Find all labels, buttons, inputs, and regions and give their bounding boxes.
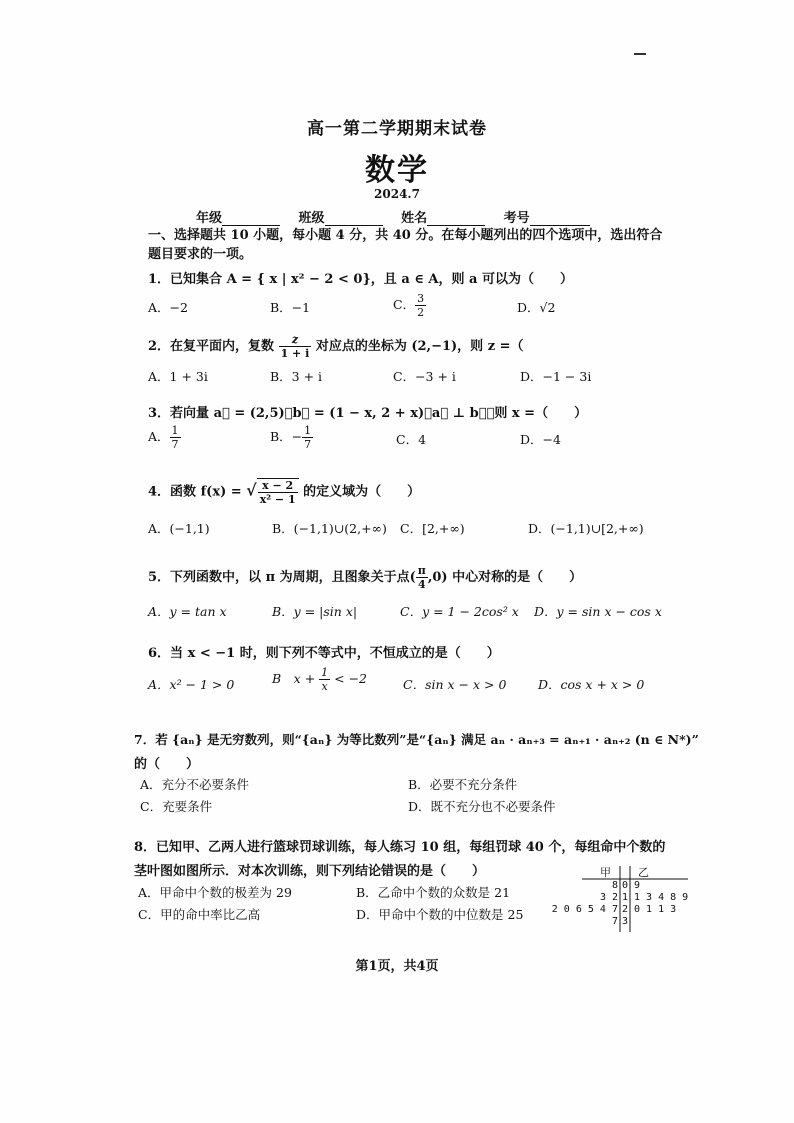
q3-option-a[interactable]: A． $\frac{1}{7}$ [148, 424, 179, 451]
q4-option-c[interactable]: C．[2,+∞) [400, 521, 465, 536]
exam-date: 2024.7 [374, 187, 420, 201]
stemleaf-left-leaves: 8 [611, 880, 618, 891]
q2-option-d[interactable]: D．−1 − 3i [520, 369, 592, 384]
stemleaf-header-left: 甲 [600, 866, 611, 879]
fraction: $\frac{3}{2}$ [417, 292, 425, 319]
blank-line [222, 213, 280, 226]
question-3-stem: 3．若向量 a⃗ = (2,5)，b⃗ = (1 − x, 2 + x)，a⃗ ⊥ b⃗，则 x =（ ） [148, 406, 588, 421]
stemleaf-header-right: 乙 [638, 866, 649, 879]
q6-option-b[interactable]: B x + $\frac{1}{x}$ < −2 [272, 666, 368, 693]
q8-option-c[interactable]: C．甲的命中率比乙高 [138, 907, 261, 922]
q7-option-d[interactable]: D．既不充分也不必要条件 [408, 799, 556, 814]
blank-line [427, 213, 485, 226]
grade-field[interactable]: 年级 [196, 207, 280, 226]
q7-option-b[interactable]: B．必要不充分条件 [408, 777, 518, 792]
stemleaf-right-leaves: 0 1 1 3 [634, 904, 677, 915]
section-instructions: 一、选择题共 10 小题，每小题 4 分，共 40 分。在每小题列出的四个选项中，选出符合题目要求的一项。 [148, 228, 663, 262]
student-info-row [196, 207, 604, 226]
stemleaf-left-leaves: 3 2 [599, 892, 618, 903]
question-5-stem: 5．下列函数中，以 π 为周期，且图象关于点( $\frac{\pi}{4}$ ,0) 中心对称的是（ ） [148, 564, 583, 591]
stemleaf-right-leaves: 9 [634, 880, 641, 891]
exam-title: 高一第二学期期末试卷 [307, 119, 487, 139]
class-field[interactable]: 班级 [299, 207, 383, 226]
fraction: $\frac{1}{7}$ [304, 424, 312, 451]
fraction: $\frac{z}{1 + i}$ [280, 333, 310, 360]
q5-option-a[interactable]: A．y = tan x [148, 604, 227, 619]
name-field[interactable]: 姓名 [401, 207, 485, 226]
q1-option-a[interactable]: A．−2 [148, 300, 188, 315]
stemleaf-stem: 1 [622, 892, 629, 903]
q8-option-d[interactable]: D．甲命中个数的中位数是 25 [356, 907, 524, 922]
q5-option-d[interactable]: D．y = sin x − cos x [534, 604, 662, 619]
q7-option-a[interactable]: A．充分不必要条件 [140, 777, 250, 792]
question-6-stem: 6．当 x < −1 时，则下列不等式中，不恒成立的是（ ） [148, 646, 500, 661]
question-8-stem-cont: 茎叶图如图所示．对本次训练，则下列结论错误的是（ ） [134, 864, 486, 879]
q2-option-c[interactable]: C．−3 + i [393, 369, 456, 384]
q5-option-c[interactable]: C．y = 1 − 2cos² x [400, 604, 519, 619]
fraction: $\frac{1}{7}$ [171, 424, 179, 451]
subject-title: 数学 [365, 153, 429, 188]
q2-option-b[interactable]: B．3 + i [270, 369, 323, 384]
q6-option-a[interactable]: A．x² − 1 > 0 [148, 677, 235, 692]
scan-mark [634, 53, 646, 55]
question-8-stem: 8．已知甲、乙两人进行篮球罚球训练，每人练习 10 组，每组罚球 40 个，每组命中个数的 [134, 840, 666, 855]
question-2-stem: 2．在复平面内，复数 $\frac{z}{1 + i}$ 对应点的坐标为 (2,−1)，则 z =（ [148, 333, 524, 360]
q1-option-b[interactable]: B．−1 [270, 300, 311, 315]
exam-number-field[interactable]: 考号 [504, 207, 590, 226]
q3-option-c[interactable]: C．4 [396, 432, 427, 447]
q4-option-a[interactable]: A．(−1,1) [148, 521, 210, 536]
fraction: $\frac{1}{x}$ [321, 666, 329, 693]
stemleaf-right-leaves: 1 3 4 8 9 [634, 892, 689, 903]
fraction: $\frac{\pi}{4}$ [417, 564, 426, 591]
q1-option-d[interactable]: D．√2 [517, 300, 556, 315]
question-7-stem-cont: 的（ ） [134, 757, 200, 772]
q4-option-b[interactable]: B．(−1,1)∪(2,+∞) [272, 521, 387, 536]
page-footer: 第1页，共4页 [355, 959, 439, 974]
q3-option-b[interactable]: B．− $\frac{1}{7}$ [270, 424, 312, 451]
q4-option-d[interactable]: D．(−1,1)∪[2,+∞) [528, 521, 644, 536]
stemleaf-stem: 2 [622, 904, 629, 915]
q3-option-d[interactable]: D．−4 [520, 432, 561, 447]
q8-option-a[interactable]: A．甲命中个数的极差为 29 [138, 885, 292, 900]
q2-option-a[interactable]: A．1 + 3i [148, 369, 208, 384]
q1-option-c[interactable]: C． $\frac{3}{2}$ [393, 292, 425, 319]
q6-option-d[interactable]: D．cos x + x > 0 [538, 677, 645, 692]
stem-leaf-plot [551, 864, 694, 934]
stemleaf-stem: 0 [622, 880, 629, 891]
question-1-stem: 1．已知集合 A = { x | x² − 2 < 0}，且 a ∈ A，则 a 可以为（ ） [148, 272, 573, 287]
blank-line [325, 213, 383, 226]
q5-option-b[interactable]: B．y = |sin x| [272, 604, 358, 619]
question-4-stem: 4．函数 f(x) = √ $\frac{x - 2}{\text{x² − 1}}$ 的定义域为（ ） [148, 479, 421, 506]
question-7-stem: 7．若 {aₙ} 是无穷数列，则“{aₙ} 为等比数列”是“{aₙ} 满足 aₙ · aₙ₊₃ = aₙ₊₁ · aₙ₊₂ (n ∈ N*)” [134, 732, 699, 747]
stemleaf-left-leaves: 2 0 6 5 4 7 [551, 904, 618, 915]
q8-option-b[interactable]: B．乙命中个数的众数是 21 [356, 885, 511, 900]
blank-line [530, 213, 590, 226]
stemleaf-stem: 3 [622, 916, 629, 927]
sqrt-fraction: $\frac{x - 2}{\text{x² − 1}}$ [257, 478, 299, 506]
stemleaf-left-leaves: 7 [611, 916, 618, 927]
q6-option-c[interactable]: C．sin x − x > 0 [403, 677, 507, 692]
q7-option-c[interactable]: C．充要条件 [140, 799, 213, 814]
